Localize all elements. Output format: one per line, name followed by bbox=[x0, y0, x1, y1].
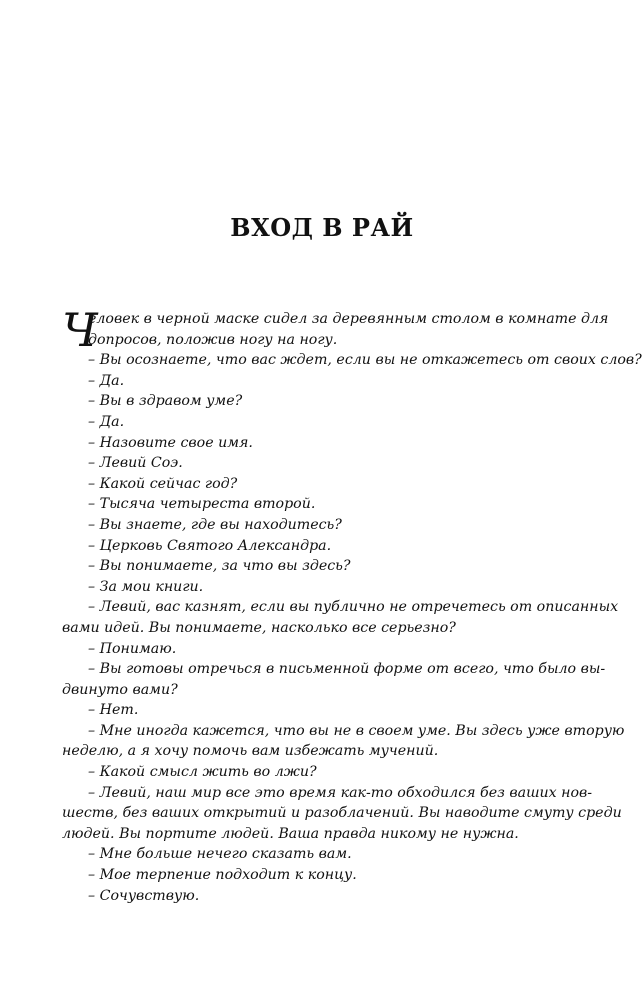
drop-cap: Ч bbox=[62, 303, 98, 357]
chapter-text bbox=[62, 303, 642, 906]
paragraph-line: – Назовите свое имя. bbox=[88, 434, 253, 451]
paragraph-line: – Мне больше нечего сказать вам. bbox=[88, 846, 352, 863]
paragraph-line: двинуто вами? bbox=[62, 681, 178, 698]
paragraph-line: неделю, а я хочу помочь вам избежать мучений. bbox=[62, 743, 439, 760]
paragraph-line: – Какой смысл жить во лжи? bbox=[88, 764, 317, 781]
paragraph-line: – Вы понимаете, за что вы здесь? bbox=[88, 558, 351, 575]
opening-line-text: еловек в черной маске сидел за деревянным столом в комнате для bbox=[88, 311, 609, 327]
paragraph-line: – Левий, вас казнят, если вы публично не отречетесь от описанных bbox=[88, 599, 619, 616]
paragraph-line: людей. Вы портите людей. Ваша правда никому не нужна. bbox=[62, 825, 519, 842]
paragraph-line: – Мое терпение подходит к концу. bbox=[88, 867, 357, 884]
paragraph-line: допросов, положив ногу на ногу. bbox=[88, 331, 338, 348]
paragraph-line: – Нет. bbox=[88, 702, 139, 719]
paragraph-line: – Левий, наш мир все это время как-то обходился без ваших нов- bbox=[88, 784, 593, 801]
paragraph-line: – Мне иногда кажется, что вы не в своем уме. Вы здесь уже вторую bbox=[88, 722, 625, 739]
paragraph-line: – Вы в здравом уме? bbox=[88, 393, 243, 410]
paragraph-line: – Сочувствую. bbox=[88, 887, 200, 904]
paragraph-line: – Какой сейчас год? bbox=[88, 475, 238, 492]
paragraph-line: – Левий Соэ. bbox=[88, 455, 183, 472]
paragraph-line: – Да. bbox=[88, 372, 125, 389]
paragraph-line: – За мои книги. bbox=[88, 578, 204, 595]
paragraph-line: – Понимаю. bbox=[88, 640, 177, 657]
paragraph-line: вами идей. Вы понимаете, насколько все серьезно? bbox=[62, 619, 456, 636]
paragraph-line: – Церковь Святого Александра. bbox=[88, 537, 332, 554]
paragraph-line: – Вы осознаете, что вас ждет, если вы не откажетесь от своих слов? bbox=[88, 352, 642, 369]
paragraph-line: – Вы знаете, где вы находитесь? bbox=[88, 516, 342, 533]
paragraph-line: – Тысяча четыреста второй. bbox=[88, 496, 316, 513]
chapter-title: ВХОД В РАЙ bbox=[230, 213, 414, 242]
paragraph-line: – Вы готовы отречься в письменной форме от всего, что было вы- bbox=[88, 661, 606, 678]
paragraph-line: – Да. bbox=[88, 413, 125, 430]
paragraph-line: шеств, без ваших открытий и разоблачений. Вы наводите смуту среди bbox=[62, 805, 622, 822]
